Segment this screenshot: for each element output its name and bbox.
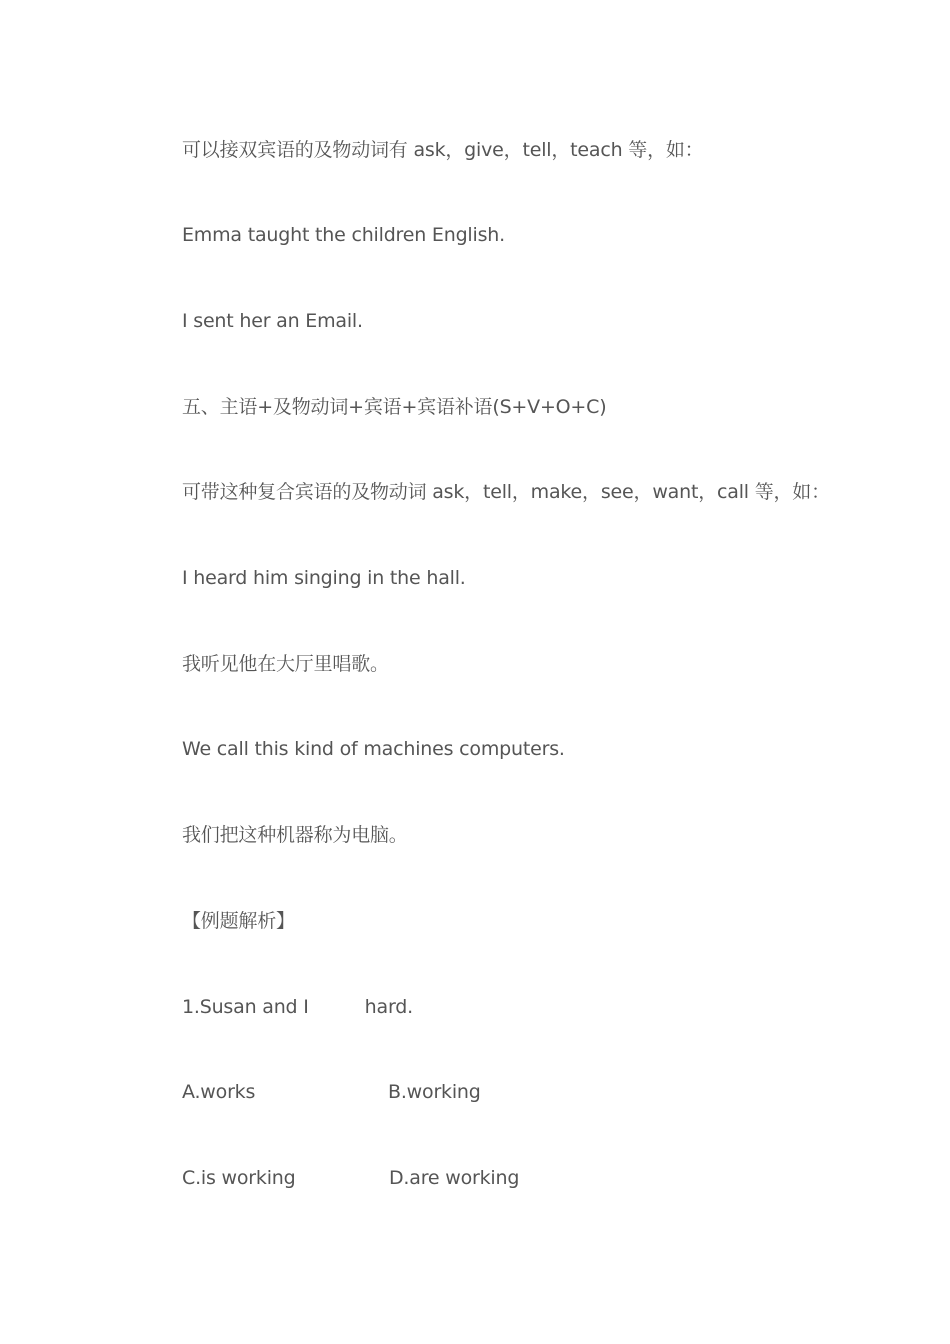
translation-computers: 我们把这种机器称为电脑。 bbox=[182, 824, 408, 846]
option-c: C.is working bbox=[182, 1167, 296, 1189]
option-a: A.works bbox=[182, 1081, 256, 1103]
question-stem bbox=[182, 995, 413, 1019]
intro-double-object-verbs: 可以接双宾语的及物动词有 ask，give，tell，teach 等，如： bbox=[182, 139, 704, 161]
example-sentence-email: I sent her an Email. bbox=[182, 310, 363, 332]
section-heading-svoc: 五、主语+及物动词+宾语+宾语补语(S+V+O+C) bbox=[182, 396, 607, 418]
example-sentence-emma: Emma taught the children English. bbox=[182, 224, 505, 246]
question-stem-end: hard. bbox=[364, 996, 413, 1018]
option-b: B.working bbox=[388, 1081, 481, 1103]
intro-complex-object-verbs: 可带这种复合宾语的及物动词 ask，tell，make，see，want，call 等，如： bbox=[182, 481, 830, 503]
options-row-ab bbox=[182, 1080, 481, 1104]
question-stem-start: 1.Susan and I bbox=[182, 996, 309, 1018]
translation-singing: 我听见他在大厅里唱歌。 bbox=[182, 653, 389, 675]
options-row-cd bbox=[182, 1166, 519, 1190]
example-sentence-singing: I heard him singing in the hall. bbox=[182, 567, 466, 589]
example-analysis-heading: 【例题解析】 bbox=[182, 910, 295, 932]
option-d: D.are working bbox=[389, 1167, 520, 1189]
example-sentence-computers: We call this kind of machines computers. bbox=[182, 738, 565, 760]
